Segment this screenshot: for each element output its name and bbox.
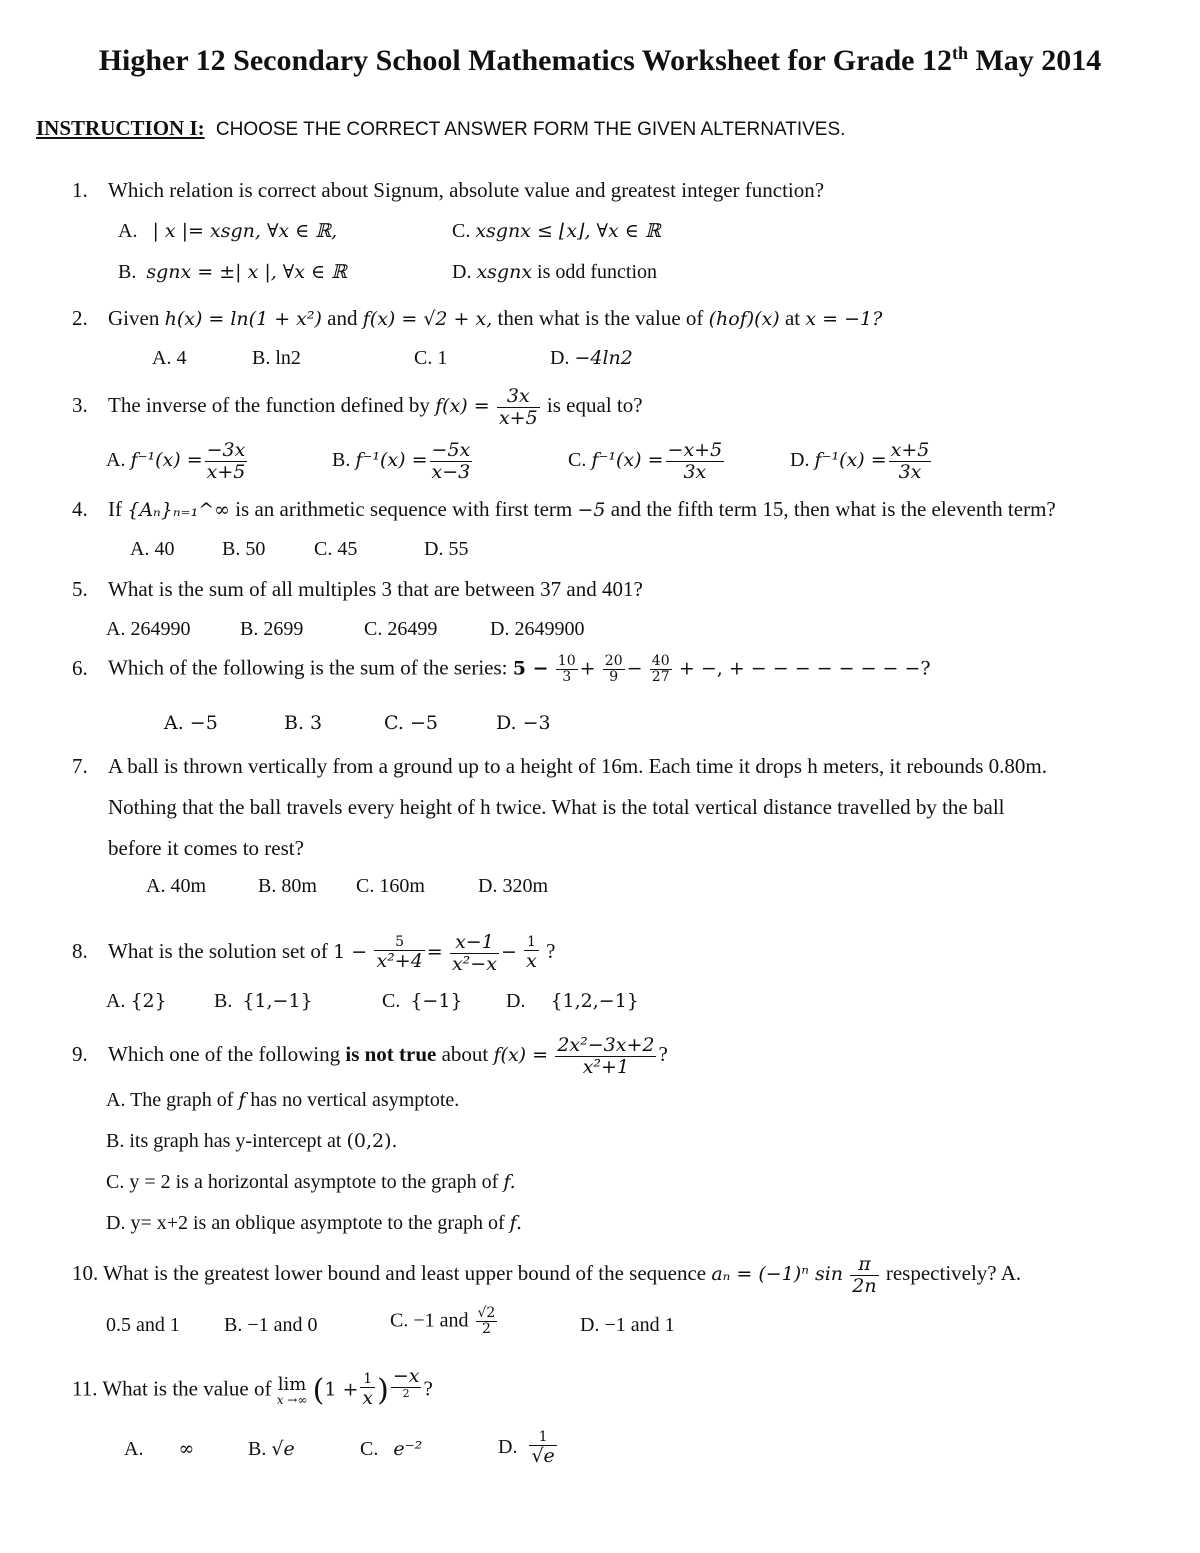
question-5: 5. What is the sum of all multiples 3 that are between 37 and 401?: [72, 577, 643, 601]
q8-option-b: B. {1,−1}: [214, 990, 313, 1012]
question-7-line-2: Nothing that the ball travels every height of h twice. What is the total vertical distance travelled by the ball: [108, 795, 1005, 819]
instruction-line: [36, 116, 845, 141]
instruction-text: CHOOSE THE CORRECT ANSWER FORM THE GIVEN ALTERNATIVES.: [215, 119, 846, 140]
q4-option-c: C. 45: [314, 538, 358, 560]
q2-option-b: B. ln2: [252, 347, 301, 369]
question-4: 4. If {Aₙ}ₙ₌₁^∞ is an arithmetic sequence with first term −5 and the fifth term 15, then what is the eleventh term?: [72, 497, 1056, 521]
q9-option-d: D. y= x+2 is an oblique asymptote to the graph of f.: [106, 1212, 523, 1234]
q8-option-a: A. {2}: [106, 990, 167, 1012]
q10-option-c: C. −1 and $\frac{√2}{2}$: [390, 1305, 496, 1338]
q3-option-d: D. f⁻¹(x) = $\frac{x+5}{3x}$: [790, 439, 930, 483]
q3-option-a: A. f⁻¹(x) = $\frac{-3x}{x+5}$: [106, 439, 246, 483]
q5-option-c: C. 26499: [364, 618, 438, 640]
q6-option-c: C. −5: [384, 712, 438, 734]
q8-option-c: C. {−1}: [382, 990, 463, 1012]
q7-option-a: A. 40m: [146, 875, 206, 897]
q6-option-a: A. −5: [164, 712, 218, 734]
instruction-label: INSTRUCTION I:: [36, 116, 205, 140]
question-8: 8. What is the solution set of 1 − $\frac{5}{\text{x²+4}}$ = $\frac{x-1}{\text{x²−x}}$ − $\frac{1}{x}$ ?: [72, 931, 556, 975]
q10-option-d: D. −1 and 1: [580, 1314, 675, 1336]
q1-option-c: C. xsgnx ≤ ⌊x⌋, ∀x ∈ ℝ: [452, 220, 661, 242]
q4-option-d: D. 55: [424, 538, 469, 560]
q7-option-c: C. 160m: [356, 875, 425, 897]
q9-option-a: A. The graph of f has no vertical asymptote.: [106, 1089, 460, 1111]
question-3: 3. The inverse of the function defined by f(x) = $\frac{3x}{x+5}$ is equal to?: [72, 385, 643, 429]
q10-option-b: B. −1 and 0: [224, 1314, 318, 1336]
limit-operator: lim x →∞: [276, 1373, 308, 1407]
q9-option-c: C. y = 2 is a horizontal asymptote to the graph of f.: [106, 1171, 516, 1193]
q7-option-d: D. 320m: [478, 875, 548, 897]
q2-option-c: C. 1: [414, 347, 448, 369]
worksheet-title: Higher 12 Secondary School Mathematics Worksheet for Grade 12th May 2014: [98, 43, 1102, 77]
q1-option-b: B. sgnx = ±| x |, ∀x ∈ ℝ: [118, 261, 347, 283]
q11-option-c: C. e⁻²: [360, 1438, 423, 1460]
q3-option-c: C. f⁻¹(x) = $\frac{-x+5}{3x}$: [568, 439, 723, 483]
question-7: 7. A ball is thrown vertically from a ground up to a height of 16m. Each time it drops h meters, it rebounds 0.80m.: [72, 754, 1047, 778]
q2-option-d: D. −4ln2: [550, 347, 633, 369]
q2-option-a: A. 4: [152, 347, 187, 369]
q5-option-d: D. 2649900: [490, 618, 585, 640]
question-1: 1. Which relation is correct about Signum, absolute value and greatest integer function?: [72, 178, 825, 202]
q11-option-a: A. ∞: [124, 1438, 195, 1460]
q10-option-a: 0.5 and 1: [106, 1314, 180, 1336]
q8-option-d: D. {1,2,−1}: [506, 990, 639, 1012]
q3-fraction: $\frac{3x}{x+5}$: [498, 385, 538, 429]
question-9: 9. Which one of the following is not true about f(x) = $\frac{\text{2x²−3x+2}}{\text{x²+1}}$ ?: [72, 1034, 668, 1078]
q11-option-d: D. $\frac{1}{√e}$: [498, 1429, 555, 1468]
q1-option-d: D. xsgnx is odd function: [452, 261, 658, 283]
q9-option-b: B. its graph has y-intercept at (0,2).: [106, 1130, 398, 1152]
q4-option-a: A. 40: [130, 538, 175, 560]
q6-option-d: D. −3: [496, 712, 551, 734]
q5-option-a: A. 264990: [106, 618, 191, 640]
question-7-line-3: before it comes to rest?: [108, 836, 304, 860]
q11-option-b: B. √e: [248, 1438, 295, 1460]
question-6: 6. Which of the following is the sum of the series: 5 − $\frac{10}{3}$ + $\frac{20}{9}$ − $\frac{40}{27}$ + −, + − − − − − − − −?: [72, 653, 931, 686]
question-2: 2. Given h(x) = ln(1 + x²) and f(x) = √2 + x, then what is the value of (hof)(x) at x = −1?: [72, 306, 883, 330]
q4-option-b: B. 50: [222, 538, 266, 560]
q7-option-b: B. 80m: [258, 875, 317, 897]
q5-option-b: B. 2699: [240, 618, 304, 640]
question-10: 10. What is the greatest lower bound and least upper bound of the sequence aₙ = (−1)ⁿ sin $\frac{\pi}{2n}$ respectively? A.: [72, 1253, 1022, 1297]
q1-option-a: A. | x |= xsgn, ∀x ∈ ℝ,: [118, 220, 338, 242]
q6-option-b: B. 3: [284, 712, 323, 734]
question-11: 11. What is the value of lim x →∞ (1 + $\frac{1}{x}$ ) $\frac{-x}{2}$ ?: [72, 1365, 433, 1410]
q3-option-b: B. f⁻¹(x) = $\frac{-5x}{x-3}$: [332, 439, 471, 483]
